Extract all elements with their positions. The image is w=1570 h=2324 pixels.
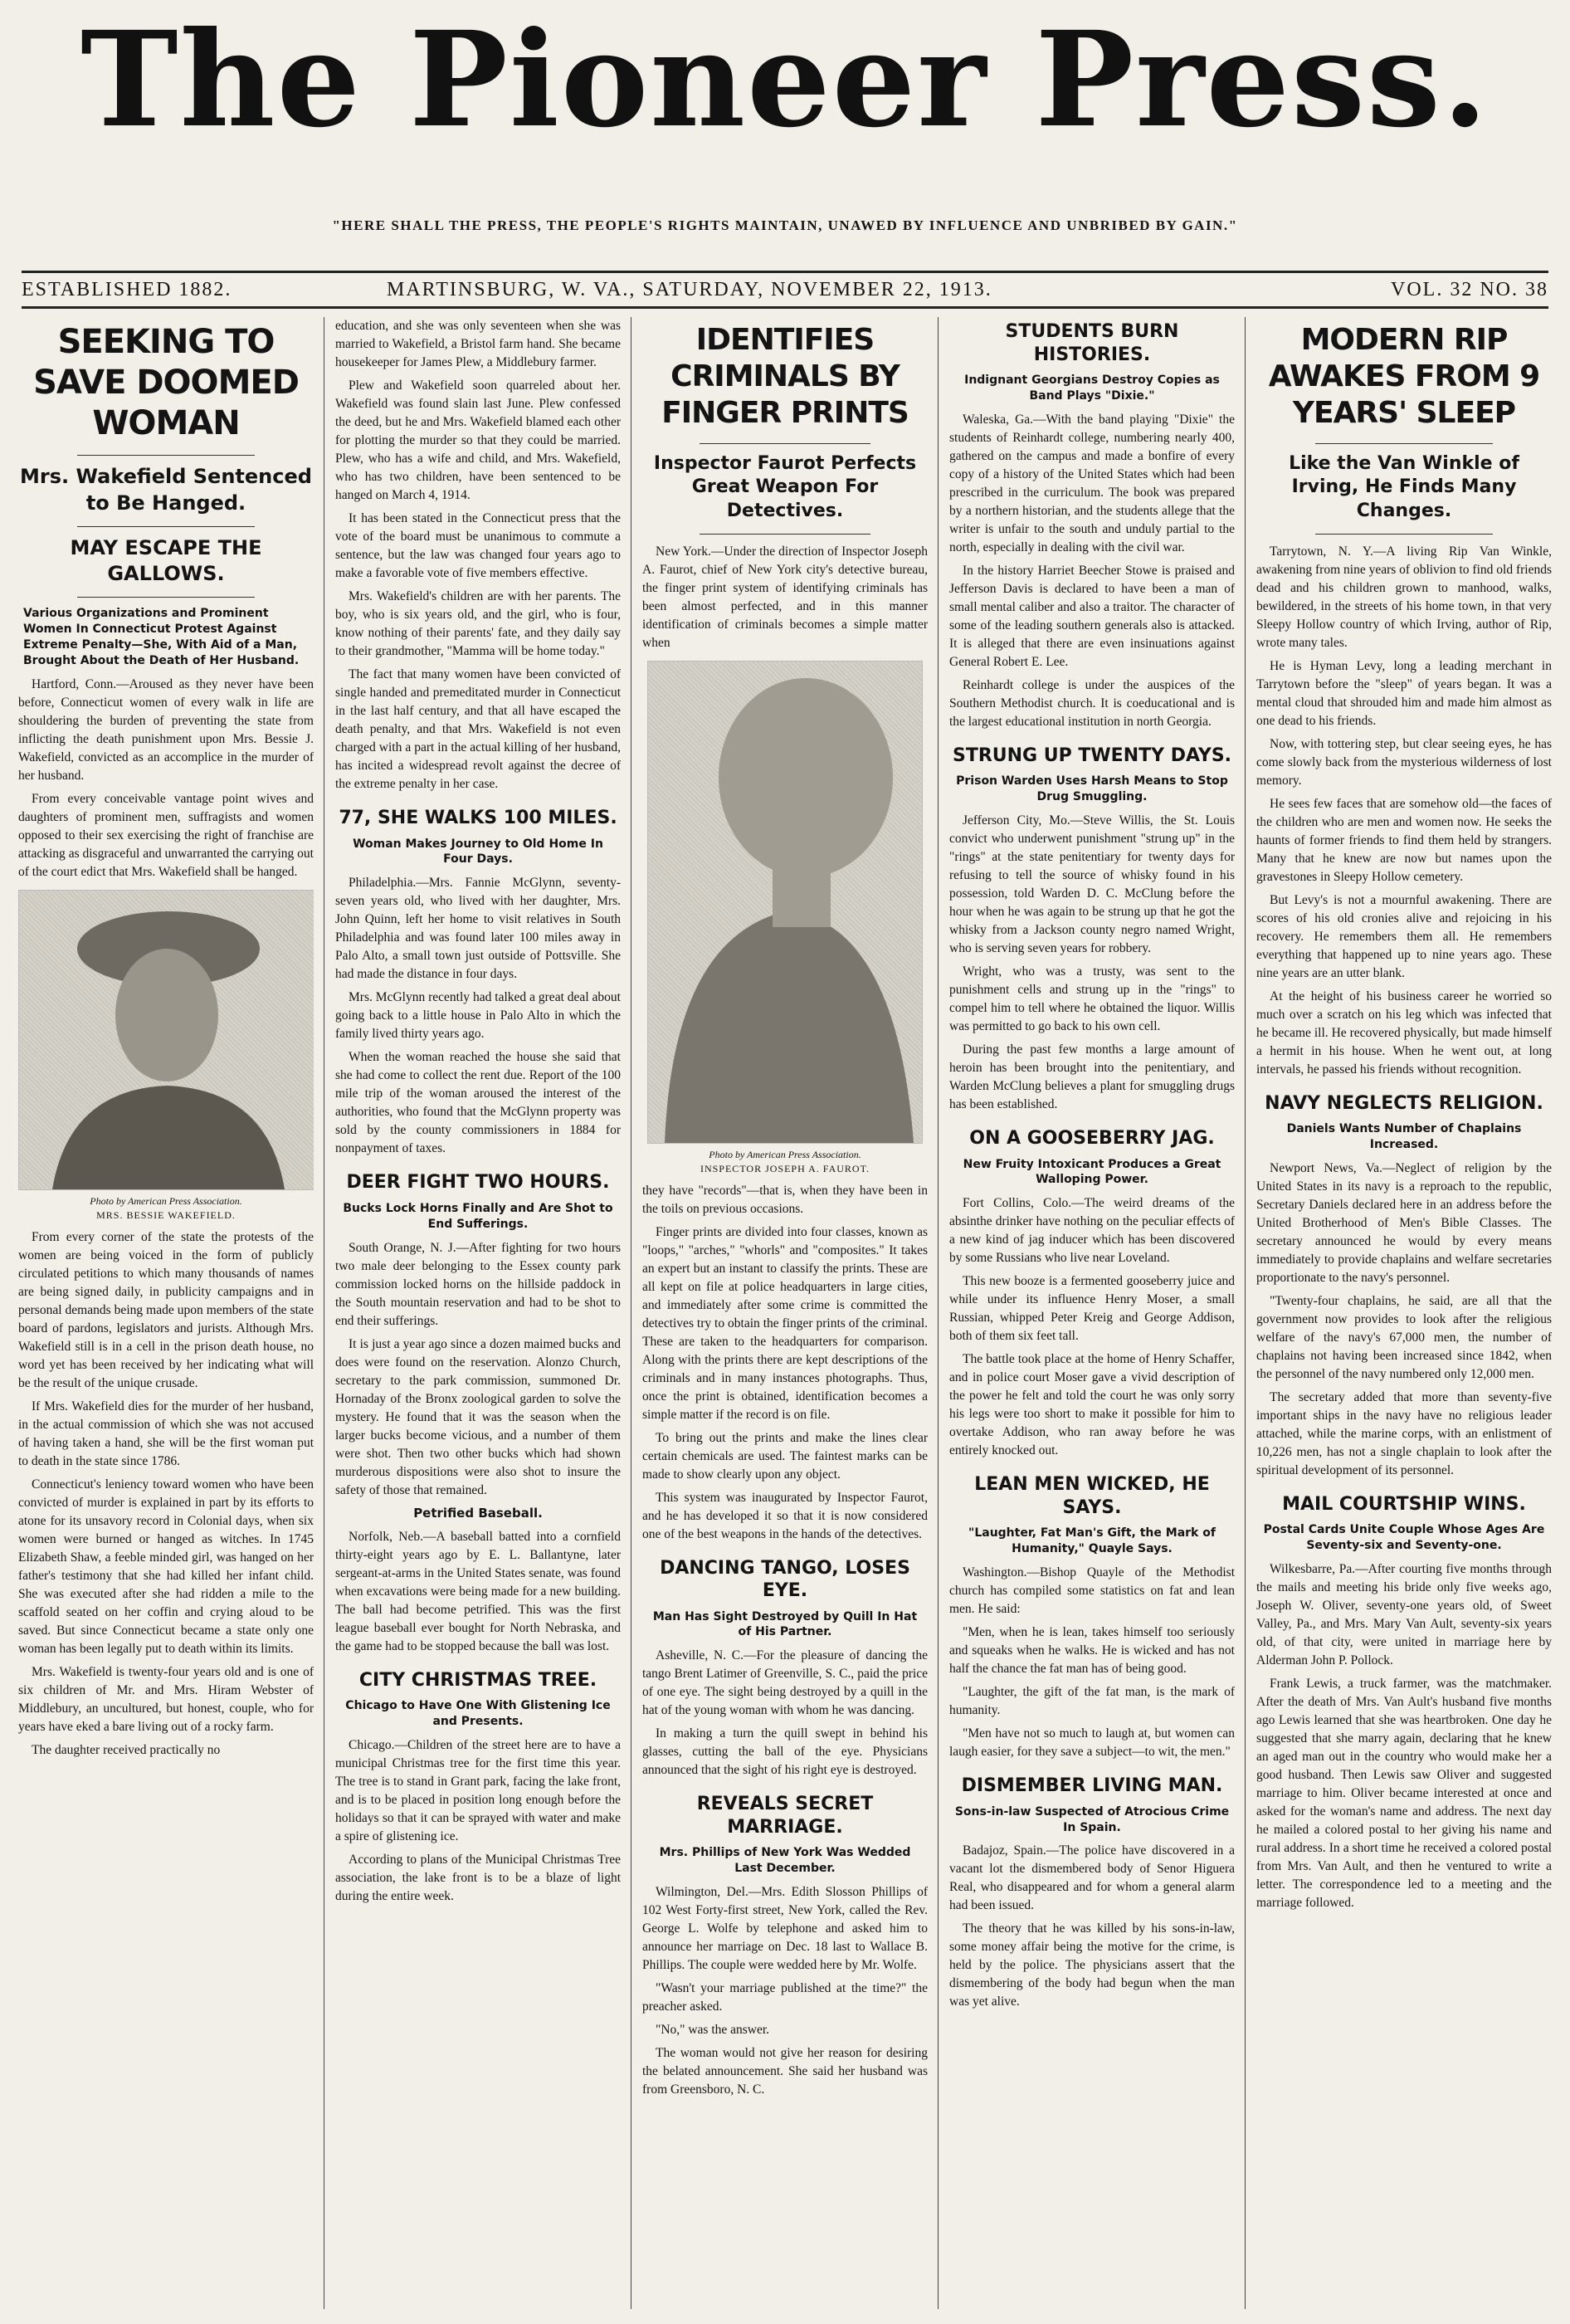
article-paragraph: At the height of his business career he worried so much over a scratch on his leg which was infected that he became ill. He recovered physically, but made himself a hermit in his house. When he went out, at long intervals, he passed his friends without recognition.	[1256, 989, 1552, 1077]
column-5	[1256, 317, 1552, 2309]
article-paragraph: "Laughter, the gift of the fat man, is the mark of humanity.	[949, 1685, 1235, 1718]
article-paragraph: Philadelphia.—Mrs. Fannie McGlynn, seventy-seven years old, who lived with her daughter, Mrs. John Quinn, left her home to visit relatives in South Philadelphia and was found later 100 miles away in Palo Alto, a small town just outside of Pottsville. She had made the distance in four days.	[335, 876, 621, 982]
article-paragraph: In making a turn the quill swept in behind his glasses, cutting the ball of the eye. Physicians announced that the sight of his right eye is destroyed.	[642, 1726, 928, 1778]
photo-caption: MRS. BESSIE WAKEFIELD.	[96, 1208, 236, 1221]
article-paragraph: Finger prints are divided into four classes, known as "loops," "arches," "whorls" and "composites." It takes an expert but an instant to classify the prints. These are all kept on file at police headquarters in large cities, and immediately after some crime is committed the detectives try to obtain the finger prints of the criminal. These are taken to the headquarters for comparison. Along with the prints there are kept descriptions of the criminals and in many instances photographs. Thus, once the print is obtained, identification becomes a simple matter if the record is on file.	[642, 1224, 928, 1422]
headline-burn-histories: STUDENTS BURN HISTORIES.	[1005, 321, 1179, 365]
deck: Mrs. Phillips of New York Was Wedded Last December.	[659, 1846, 911, 1876]
divider	[700, 443, 870, 444]
article-paragraph: To bring out the prints and make the lines clear certain chemicals are used. The faintest marks can be made to show clearly upon any object.	[642, 1430, 928, 1482]
article-paragraph: South Orange, N. J.—After fighting for two hours two male deer belonging to the Essex county park commission locked horns on the hillside paddock in the South mountain reservation and had to be shot to end their sufferings.	[335, 1240, 621, 1328]
divider	[77, 455, 255, 456]
article-paragraph: education, and she was only seventeen when she was married to Wakefield, a Bristol farm hand. She became housekeeper for James Plew, a Middlebury farmer.	[335, 319, 621, 369]
subheadline-van-winkle: Like the Van Winkle of Irving, He Finds Many Changes.	[1289, 452, 1519, 521]
article-paragraph: Waleska, Ga.—With the band playing "Dixie" the students of Reinhardt college, numbering nearly 400, gathered on the campus and made a bonfire of every copy of a history of the United States which had been prescribed in the curriculum. The book was prepared by a northern historian, and the students allege that the writer is unfair to the south and unduly partial to the north, especially in dealing with the civil war.	[949, 412, 1235, 554]
deck: Woman Makes Journey to Old Home In Four Days.	[353, 837, 603, 867]
deck: Daniels Wants Number of Chaplains Increased.	[1286, 1122, 1522, 1151]
article-paragraph: Connecticut's leniency toward women who have been convicted of murder is explained in part by its efforts to atone for its unsavory record in Colonial days, when six women were burned or hanged as witches. In 1745 Elizabeth Shaw, a feeble minded girl, was hanged on her father's testimony that she had killed her infant child. She was executed after she had ridden a mile to the scaffold seated on her coffin and crying aloud to be saved. But since Connecticut became a state only one woman has been legally put to death within its limits.	[18, 1477, 314, 1656]
deck: Man Has Sight Destroyed by Quill In Hat of His Partner.	[652, 1609, 918, 1639]
headline-finger-prints: IDENTIFIES CRIMINALS BY FINGER PRINTS	[661, 323, 909, 430]
article-paragraph: Jefferson City, Mo.—Steve Willis, the St. Louis convict who underwent punishment "strung up" in the "rings" at the state penitentiary for twenty days for refusing to tell the source of whisky found in his possession, told Warden D. C. McClung before the hour when he was again to be strung up that he got the whisky from a Jackson county negro named Wright, who is serving seven years for robbery.	[949, 813, 1235, 956]
column-3	[642, 317, 928, 2309]
headline-navy-religion: NAVY NEGLECTS RELIGION.	[1265, 1092, 1543, 1114]
article-paragraph: But Levy's is not a mournful awakening. There are scores of his old cronies alive and rejoicing in his recovery. He remembers them all. He remembers everything that happened up to nine years ago. These nine years are an utter blank.	[1256, 892, 1552, 980]
headline-deer-fight: DEER FIGHT TWO HOURS.	[346, 1172, 610, 1194]
article-paragraph: The fact that many women have been convicted of single handed and premeditated murder in Connecticut in the last half century, and that all have escaped the death penalty, and that Mrs. Wakefield is not even charged with a part in the actual killing of her husband, has incited a widespread revolt against the decree of the extreme penalty in her case.	[335, 667, 621, 791]
headline-dismember: DISMEMBER LIVING MAN.	[961, 1775, 1223, 1797]
nameplate: The Pioneer Press.	[80, 3, 1490, 157]
subheadline-gallows: MAY ESCAPE THE GALLOWS.	[70, 535, 262, 585]
article-paragraph: The woman would not give her reason for desiring the belated announcement. She said her husband was from Greensboro, N. C.	[642, 2046, 928, 2097]
headline-doomed-woman: SEEKING TO SAVE DOOMED WOMAN	[33, 323, 299, 442]
headline-modern-rip: MODERN RIP AWAKES FROM 9 YEARS' SLEEP	[1268, 323, 1540, 430]
column-1	[18, 317, 314, 2309]
deck: New Fruity Intoxicant Produces a Great Walloping Power.	[963, 1157, 1221, 1187]
article-paragraph: Wilmington, Del.—Mrs. Edith Slosson Phillips of 102 West Forty-first street, New York, called the Rev. George L. Wolfe by telephone and asked him to announce her marriage on Dec. 18 last to Wallace B. Phillips. The couple were wedded here by Mr. Wolfe.	[642, 1885, 928, 1973]
article-paragraph: Mrs. McGlynn recently had talked a great deal about going back to a little house in Palo Alto in which the family lived thirty years ago.	[335, 990, 621, 1042]
article-paragraph: From every conceivable vantage point wives and daughters of prominent men, suffragists and women opposed to their sex exercising the right of franchise are attacking as disgraceful and unwarranted the carrying out of the court edict that Mrs. Wakefield shall be hanged.	[18, 791, 314, 879]
article-paragraph: In the history Harriet Beecher Stowe is praised and Jefferson Davis is declared to have been a man of small mental caliber and also a traitor. The character of some of the leading southern generals also is attacked. It is alleged that there are even insinuations against General Robert E. Lee.	[949, 563, 1235, 669]
column-4	[949, 317, 1235, 2309]
article-paragraph: This new booze is a fermented gooseberry juice and while under its influence Henry Moser, a small Russian, whipped Peter Kreig and George Addison, both of them six feet tall.	[949, 1274, 1235, 1344]
deck: Indignant Georgians Destroy Copies as Band Plays "Dixie."	[964, 374, 1220, 403]
article-paragraph: Now, with tottering step, but clear seeing eyes, he has come slowly back from the mysterious wilderness of lost memory.	[1256, 736, 1552, 788]
deck: Sons-in-law Suspected of Atrocious Crime In Spain.	[954, 1804, 1230, 1834]
article-paragraph: Badajoz, Spain.—The police have discovered in a vacant lot the dismembered body of Senor Higuera Real, who disappeared and for whom a general alarm had been issued.	[949, 1843, 1235, 1913]
article-paragraph: The theory that he was killed by his sons-in-law, some money affair being the motive for the crime, is held by the police. The physicians assert that the dismembering of the body had begun when the man was yet alive.	[949, 1921, 1235, 2009]
subheadline-faurot: Inspector Faurot Perfects Great Weapon For Detectives.	[653, 452, 917, 521]
article-paragraph: Hartford, Conn.—Aroused as they never have been before, Connecticut women of every walk in life are shouldering the burden of preventing the state from inflicting the death punishment upon Mrs. Bessie J. Wakefield, convicted as an accomplice in the murder of her husband.	[18, 676, 314, 783]
motto: "HERE SHALL THE PRESS, THE PEOPLE'S RIGHTS MAINTAIN, UNAWED BY INFLUENCE AND UNBRIBED BY GAIN."	[332, 217, 1238, 233]
article-paragraph: Norfolk, Neb.—A baseball batted into a cornfield thirty-eight years ago by E. L. Ballantyne, later sergeant-at-arms in the United States senate, was found when excavations were being made for a new building. The ball had become petrified. This was the first league baseball ever bought for North Nebraska, and the game had to be stopped because the ball was lost.	[335, 1529, 621, 1653]
headline-lean-men: LEAN MEN WICKED, HE SAYS.	[974, 1474, 1210, 1518]
volume-number: VOL. 32 NO. 38	[1391, 279, 1548, 300]
headline-walks-100-miles: 77, SHE WALKS 100 MILES.	[339, 808, 617, 828]
headline-strung-up: STRUNG UP TWENTY DAYS.	[952, 745, 1232, 766]
portrait-illustration	[648, 662, 922, 1143]
article-paragraph: "Men, when he is lean, takes himself too seriously and squeaks when he walks. He is wicked and has not half the chance the fat man has of being good.	[949, 1625, 1235, 1677]
article-paragraph: The battle took place at the home of Henry Schaffer, and in police court Moser gave a vivid description of the power he felt and told the court he was only sorry his legs were too short to make it possible for him to overtake Addison, who ran away before he was entirely knocked out.	[949, 1352, 1235, 1458]
photo-caption: INSPECTOR JOSEPH A. FAUROT.	[700, 1162, 870, 1174]
article-paragraph: Wilkesbarre, Pa.—After courting five months through the mails and meeting his bride only five weeks ago, Joseph W. Oliver, seventy-one years old, of Sweet Valley, Pa., and Mrs. Mary Van Ault, seventy-six years old, of that city, were united in marriage here by Alderman John P. Pollock.	[1256, 1562, 1552, 1668]
article-paragraph: Wright, who was a trusty, was sent to the punishment cells and strung up in the "rings" to compel him to tell where he obtained the liquor. Willis was permitted to go back to his own cell.	[949, 964, 1235, 1034]
headline-christmas-tree: CITY CHRISTMAS TREE.	[358, 1669, 597, 1691]
deck: Prison Warden Uses Harsh Means to Stop Drug Smuggling.	[956, 774, 1228, 804]
column-rule	[1245, 317, 1246, 2309]
article-paragraph: The daughter received practically no	[32, 1742, 221, 1757]
article-paragraph: This system was inaugurated by Inspector Faurot, and he has developed it so that it is now considered one of the best weapons in the hands of the detectives.	[642, 1490, 928, 1541]
article-paragraph: If Mrs. Wakefield dies for the murder of her husband, in the actual commission of which she was not accused of having taken a hand, she will be the first woman put to death in the state since 1786.	[18, 1399, 314, 1468]
article-paragraph: New York.—Under the direction of Inspector Joseph A. Faurot, chief of New York city's detective bureau, the finger print system of identifying criminals has been almost perfected, and in this manner identification of criminals becomes a simple matter when	[642, 544, 928, 650]
article-paragraph: Newport News, Va.—Neglect of religion by the United States in its navy is a reproach to the republic, Secretary Daniels declared here in an address before the United Brotherhood of Men's Bible Classes. The secretary announced he would by every means immediately to provide chaplains and welfare secretaries proportionate to the navy's personnel.	[1256, 1160, 1552, 1285]
masthead	[0, 0, 1570, 249]
photo-credit: Photo by American Press Association.	[709, 1148, 861, 1160]
article-paragraph: they have "records"—that is, when they have been in the toils on previous occasions.	[642, 1183, 928, 1216]
article-paragraph: Plew and Wakefield soon quarreled about her. Wakefield was found slain last June. Plew confessed the deed, but he and Mrs. Wakefield blamed each other for plotting the murder so that they could be married. Plew, who has a wife and child, and Mrs. Wakefield, who has two children, have been sentenced to be hanged on March 4, 1914.	[335, 378, 621, 502]
divider	[77, 597, 255, 598]
divider	[700, 534, 870, 535]
article-paragraph: Washington.—Bishop Quayle of the Methodist church has compiled some statistics on fat and lean men. He said:	[949, 1565, 1235, 1617]
deck: Postal Cards Unite Couple Whose Ages Are Seventy-six and Seventy-one.	[1263, 1523, 1545, 1553]
article-paragraph: When the woman reached the house she said that she had come to collect the rent due. Report of the 100 mile trip of the woman aroused the interest of the authorities, who found that the McGlynn property was sold by the county commissioners in 1884 for nonpayment of taxes.	[335, 1050, 621, 1156]
article-paragraph: The secretary added that more than seventy-five important ships in the navy have no religious leader attached, while the marine corps, with an enlistment of 10,226 men, has not a single chaplain to look after the spiritual development of its personnel.	[1256, 1389, 1552, 1477]
article-paragraph: "Wasn't your marriage published at the time?" the preacher asked.	[642, 1981, 928, 2014]
article-paragraph: "Men have not so much to laugh at, but women can laugh easier, for they save a subject—to wit, the men."	[949, 1726, 1235, 1760]
article-paragraph: "Twenty-four chaplains, he said, are all that the government now provides to look after the religious welfare of the navy's 67,000 men, the number of chaplains not having been increased since 1842, when the personnel of the navy numbered only 12,000 men.	[1256, 1293, 1552, 1381]
headline-secret-marriage: REVEALS SECRET MARRIAGE.	[696, 1794, 874, 1838]
article-paragraph: Mrs. Wakefield's children are with her parents. The boy, who is six years old, and the girl, who is four, know nothing of their parents' fate, and they daily say to their grandmother, "Mamma will be home today."	[335, 589, 621, 658]
divider	[1315, 534, 1493, 535]
deck-organizations: Various Organizations and Prominent Women In Connecticut Protest Against Extreme Penalty—She, With Aid of a Man, Brought About the Death of Her Husband.	[23, 607, 300, 667]
divider	[1315, 443, 1493, 444]
divider	[77, 526, 255, 527]
headline-gooseberry-jag: ON A GOOSEBERRY JAG.	[969, 1128, 1215, 1150]
article-paragraph: Mrs. Wakefield is twenty-four years old and is one of six children of Mr. and Mrs. Hiram Webster of Middlebury, an uncultured, but honest, couple, who for years have eked a bare living out of a rocky farm.	[18, 1664, 314, 1734]
article-paragraph: Fort Collins, Colo.—The weird dreams of the absinthe drinker have nothing on the peculiar effects of a new kind of jag inducer which has been discovered by some Russians who live near Loveland.	[949, 1196, 1235, 1266]
article-paragraph: He sees few faces that are somehow old—the faces of the children who are men and women now. He seeks the haunts of former friends to find them held by strangers. Many that he knew are now but names upon the gravestones in Sleepy Hollow cemetery.	[1256, 796, 1552, 884]
place-date: MARTINSBURG, W. VA., SATURDAY, NOVEMBER 22, 1913.	[387, 279, 992, 300]
article-paragraph: It has been stated in the Connecticut press that the vote of the board must be unanimous to commute a sentence, but the law was changed four years ago to make a favorable vote of five members effective.	[335, 511, 621, 580]
deck: "Laughter, Fat Man's Gift, the Mark of Humanity," Quayle Says.	[968, 1526, 1216, 1556]
portrait-photo-wakefield	[18, 890, 314, 1190]
photo-credit: Photo by American Press Association.	[90, 1194, 242, 1207]
deck: Bucks Lock Horns Finally and Are Shot to End Sufferings.	[343, 1201, 613, 1231]
subheadline-sentenced: Mrs. Wakefield Sentenced to Be Hanged.	[20, 465, 312, 515]
article-paragraph: According to plans of the Municipal Christmas Tree association, the lake front is to be a blaze of light during the entire week.	[335, 1853, 621, 1904]
portrait-illustration	[19, 891, 314, 1189]
article-paragraph: It is just a year ago since a dozen maimed bucks and does were found on the reservation. Alonzo Church, secretary to the park commission, summoned Dr. Hornaday of the Bronx zoological garden to solve the mystery. He found that it was the season when the larger bucks become vicious, and a number of them were shot. Then two other bucks which had shown murderous dispositions were also shot to insure the safety of those that remained.	[335, 1336, 621, 1497]
article-paragraph: From every corner of the state the protests of the women are being voiced in the form of publicly circulated petitions to which many thousands of names are being signed daily, in publicity campaigns and in personal demands being made upon members of the state board of pardons, legislators and jurists. Although Mrs. Wakefield still is in a cell in the prison death house, no word yet has been received by her indicating what will be the result of the unique crusade.	[18, 1229, 314, 1390]
article-paragraph: He is Hyman Levy, long a leading merchant in Tarrytown before the "sleep" of years began. It was a mental cloud that shrouded him and made him almost as one dead to his friends.	[1256, 658, 1552, 728]
established: ESTABLISHED 1882.	[22, 279, 232, 300]
headline-petrified-baseball: Petrified Baseball.	[413, 1505, 543, 1521]
headline-mail-courtship: MAIL COURTSHIP WINS.	[1282, 1493, 1526, 1515]
headline-tango: DANCING TANGO, LOSES EYE.	[660, 1557, 910, 1601]
column-2	[335, 317, 621, 2309]
article-paragraph: "No," was the answer.	[656, 2023, 770, 2038]
article-paragraph: Asheville, N. C.—For the pleasure of dancing the tango Brent Latimer of Greenville, S. C., paid the price of one eye. The sight being destroyed by a quill in the hat of the young woman with whom he was dancing.	[642, 1648, 928, 1718]
article-paragraph: Chicago.—Children of the street here are to have a municipal Christmas tree for the first time this year. The tree is to stand in Grant park, facing the lake front, and is to be placed in position long enough before the holidays so that it can be sprayed with water and make a spire of glistening ice.	[335, 1738, 621, 1844]
article-paragraph: Frank Lewis, a truck farmer, was the matchmaker. After the death of Mrs. Van Ault's husband five months ago Lewis learned that she was heartbroken. One day he suggested that she marry again, declaring that he knew an aged man out in the country who would make her a good husband. Then Lewis saw Oliver and suggested marriage to him. Oliver became interested at once and asked for the woman's name and address. The next day he mailed a colored postal to her giving his name and rural address. In a short time he received a colored postal from Mrs. Van Ault, and then he ventured to write a letter. The correspondence led to a meeting and the marriage followed.	[1256, 1677, 1552, 1911]
column-rule	[938, 317, 939, 2309]
dateline-bar	[22, 271, 1548, 309]
portrait-photo-faurot	[647, 661, 923, 1144]
deck: Chicago to Have One With Glistening Ice and Presents.	[345, 1699, 611, 1729]
article-paragraph: Reinhardt college is under the auspices of the Southern Methodist church. It is coeducational and is the largest educational institution in north Georgia.	[949, 677, 1235, 729]
article-paragraph: During the past few months a large amount of heroin has been brought into the penitentiary, and Warden McClung believes a plant for smuggling drugs has been established.	[949, 1042, 1235, 1112]
article-paragraph: Tarrytown, N. Y.—A living Rip Van Winkle, awakening from nine years of oblivion to find old friends dead and his children grown to manhood, walks, bewildered, in the streets of his home town, in that very Sleepy Hollow country of which Irving, author of Rip, wrote many tales.	[1256, 544, 1552, 650]
